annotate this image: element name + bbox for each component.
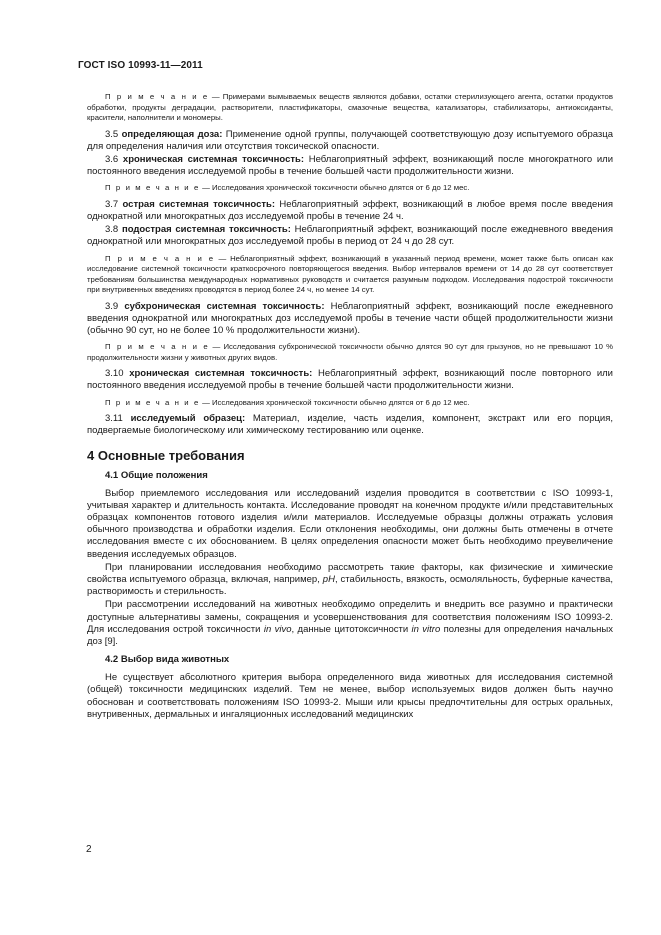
definition-term: хроническая системная токсичность:	[129, 368, 313, 380]
definition-term: определяющая доза:	[121, 128, 223, 140]
definition-number: 3.5	[105, 128, 119, 140]
definition-term: подострая системная токсичность:	[121, 224, 291, 236]
body-paragraph	[87, 599, 613, 648]
body-paragraph: Не существует абсолютного критерия выбора определенного вида животных для исследования системной (общей) токсичности медицинских изделий. Тем не менее, выбор используемых видов должен быть научно обоснован и соответствовать положениям ISO 10993-2. Мыши или крысы предпочтительны для острых оральных, внутривенных, дермальных и ингаляционных исследований медицинских	[87, 672, 613, 720]
note-label: П р и м е ч а н и е	[105, 183, 200, 193]
definition-number: 3.7	[105, 198, 119, 210]
definition-text: Неблагоприятный эффект, возникающий в любое время после введения однократной или многократных доз исследуемой пробы в течение 24 ч.	[87, 198, 614, 223]
definition-3-10	[87, 368, 613, 392]
page-body	[87, 92, 613, 722]
body-paragraph	[87, 562, 613, 599]
note-text: — Исследования субхронической токсичности обычно длятся 90 сут для грызунов, но не превышают 10 % продолжительности жизни у животных других видов.	[87, 342, 613, 362]
definition-number: 3.9	[105, 300, 119, 312]
italic-term: pH	[322, 573, 335, 585]
definition-text: Неблагоприятный эффект, возникающий после ежедневного введения однократной или многократных доз исследуемой пробы в период от 24 ч до 28 сут.	[87, 224, 614, 248]
note-text: — Исследования хронической токсичности обычно длятся от 6 до 12 мес.	[202, 183, 470, 193]
page-number: 2	[86, 844, 92, 855]
definition-number: 3.6	[105, 153, 119, 165]
definition-term: исследуемый образец:	[130, 413, 246, 425]
definition-term: острая системная токсичность:	[122, 198, 276, 210]
definition-term: субхроническая системная токсичность:	[124, 300, 325, 312]
definition-3-9	[87, 301, 613, 338]
definition-text: Неблагоприятный эффект, возникающий после ежедневного введения однократной или многократных доз исследуемой пробы в течение части общей продолжительности жизни (обычно 90 сут, но не более 10 % продолжительности жизни).	[87, 300, 614, 337]
definition-3-6	[87, 154, 613, 178]
subsection-heading-4-2: 4.2 Выбор вида животных	[105, 654, 230, 666]
section-heading-4: 4 Основные требования	[87, 447, 245, 463]
note-paragraph	[87, 254, 613, 296]
note-paragraph	[87, 92, 613, 124]
definition-number: 3.10	[105, 368, 124, 380]
text-run: При рассмотрении исследований на животных необходимо определить и внедрить все разумно и практически доступные альтернативы замены, сокращения и усовершенствования для соответствия положениям ISO 10993-2. Для исследования острой токсичности	[87, 599, 613, 635]
text-run: , данные цитотоксичности	[291, 623, 409, 635]
definition-3-5	[87, 129, 613, 153]
note-label: П р и м е ч а н и е	[105, 253, 215, 263]
definition-number: 3.11	[105, 413, 123, 425]
definition-term: хроническая системная токсичность:	[122, 153, 305, 165]
note-label: П р и м е ч а н и е	[105, 92, 209, 101]
note-paragraph	[87, 398, 613, 409]
definition-number: 3.8	[105, 224, 119, 236]
note-text: — Неблагоприятный эффект, возникающий в указанный период времени, может также быть описан как исследование системной токсичности краткосрочного повторяющегося введения. Выбор интервалов времени от 14 до 28 сут соответствует требованиям большинства международных нормативных руководств и считается разумным подходом. Исследования подострой токсичности при внутривенных введениях проводятся в период более 24 ч, но менее 14 сут.	[87, 253, 614, 295]
note-text: — Примерами вымываемых веществ являются добавки, остатки стерилизующего агента, остатки продуктов обработки, продукты деградации, растворители, пластификаторы, смазочные вещества, катализаторы, стабилизаторы, антиоксиданты, красители, наполнители и мономеры.	[87, 92, 613, 122]
definition-3-7	[87, 199, 613, 223]
subsection-heading-4-1: 4.1 Общие положения	[105, 469, 208, 481]
text-run: , стабильность, вязкость, осмоляльность, буферные качества, растворимость и стерильность.	[87, 573, 614, 598]
note-label: П р и м е ч а н и е	[105, 397, 200, 407]
document-code-header: ГОСТ ISO 10993-11—2011	[78, 60, 203, 71]
definition-3-11	[87, 413, 613, 437]
definition-text: Неблагоприятный эффект, возникающий после многократного или постоянного введения исследуемой пробы в течение большей части продолжительности жизни.	[87, 153, 614, 178]
note-label: П р и м е ч а н и е	[105, 342, 210, 352]
note-paragraph	[87, 183, 613, 194]
note-paragraph	[87, 342, 613, 363]
italic-term: in vitro	[411, 623, 441, 635]
italic-term: in vivo	[263, 623, 292, 635]
text-run: При планировании исследования необходимо рассмотреть такие факторы, как физические и химические свойства испытуемого образца, включая, например,	[87, 561, 613, 585]
body-paragraph: Выбор приемлемого исследования или исследований изделия проводится в соответствии с ISO 10993-1, учитывая характер и длительность контакта. Исследование проводят на конечном продукте и/или представительных образцах компонентов готового изделия и/или материалов. Исследуемые образцы должны отражать условия обычного производства и обработки изделия. Если отклонения необходимы, они должны быть отмечены в отчете исследования вместе с их обоснованием. В целях определения опасности может быть необходимо преувеличение введения исследуемых образцов.	[87, 487, 613, 560]
note-text: — Исследования хронической токсичности обычно длятся от 6 до 12 мес.	[202, 397, 470, 407]
definition-text: Неблагоприятный эффект, возникающий после повторного или постоянного введения исследуемой пробы в течение большей части продолжительности жизни.	[87, 368, 613, 392]
definition-text: Материал, изделие, часть изделия, компонент, экстракт или его порция, подвергаемые биологическому или химическому тестированию или оценке.	[87, 413, 614, 437]
definition-3-8	[87, 224, 613, 248]
text-run: полезны для определения начальных доз [9].	[87, 623, 613, 647]
definition-text: Применение одной группы, получающей соответствующую дозу испытуемого образца для определения наличия или отсутствия токсической опасности.	[87, 128, 614, 152]
